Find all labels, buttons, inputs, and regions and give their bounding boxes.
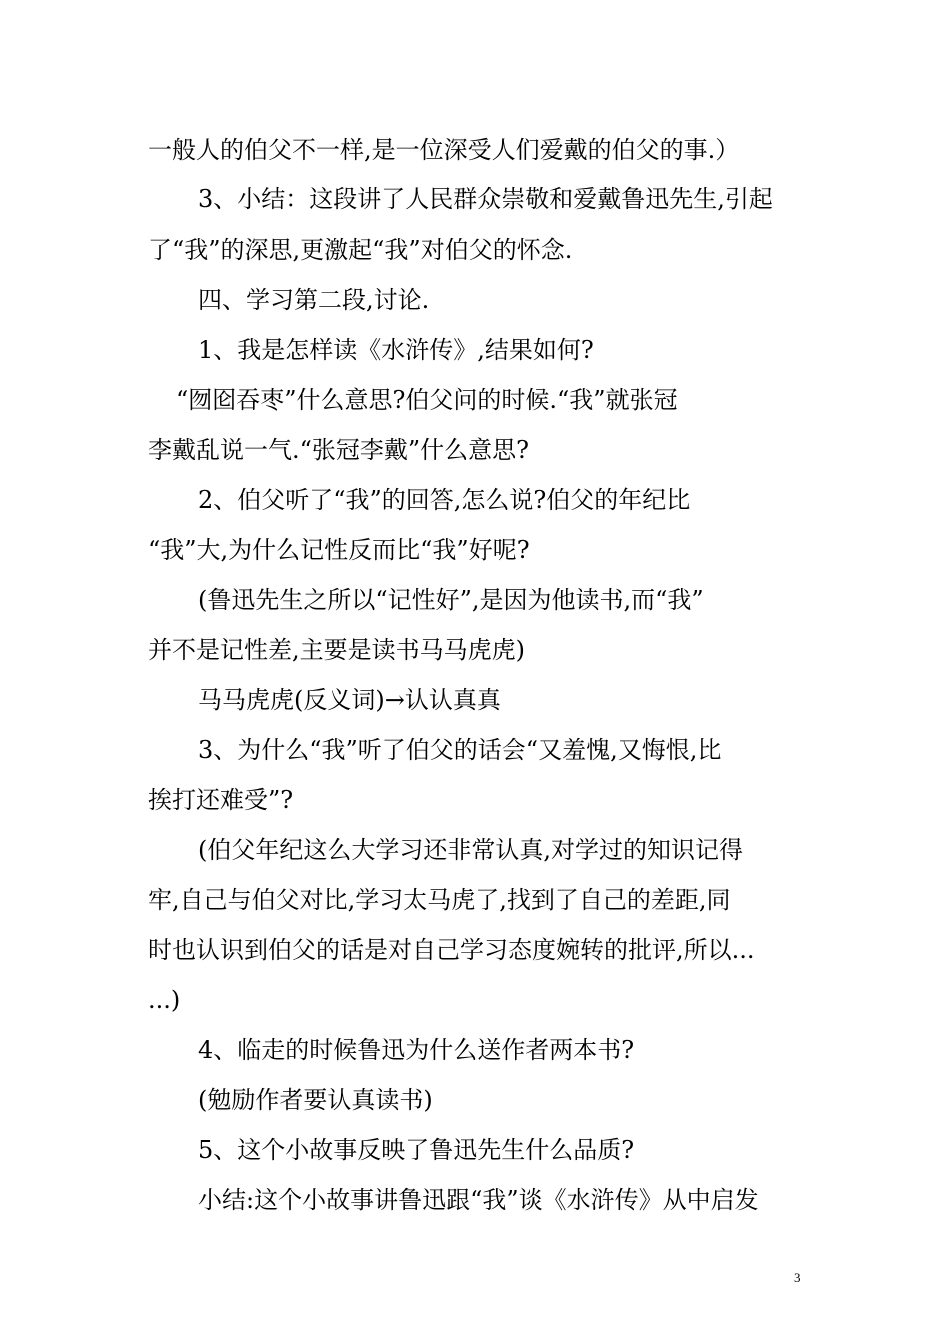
question-line: 1、我是怎样读《水浒传》,结果如何? [198,336,594,364]
page-number: 3 [794,1270,801,1285]
text-line: “我”大,为什么记性反而比“我”好呢? [148,536,530,564]
answer-line: (勉励作者要认真读书) [198,1086,433,1114]
answer-line: (鲁迅先生之所以“记性好”,是因为他读书,而“我” [198,586,704,614]
text-line: 了“我”的深思,更激起“我”对伯父的怀念. [148,236,573,264]
text-line: 李戴乱说一气.“张冠李戴”什么意思? [148,436,530,464]
text-line: 时也认识到伯父的话是对自己学习态度婉转的批评,所以... [148,936,755,964]
summary-line: 小结:这个小故事讲鲁迅跟“我”谈《水浒传》从中启发 [198,1186,759,1214]
text-line: 一般人的伯父不一样,是一位深受人们爱戴的伯父的事.） [148,136,740,164]
question-line: 4、临走的时候鲁迅为什么送作者两本书? [198,1036,635,1064]
text-line: 挨打还难受”? [148,786,294,814]
section-heading: 四、学习第二段,讨论. [198,286,430,314]
text-line: “囫囵吞枣”什么意思?伯父问的时候.“我”就张冠 [176,386,678,414]
text-line: ...) [148,986,181,1014]
text-line: 牢,自己与伯父对比,学习太马虎了,找到了自己的差距,同 [148,886,731,914]
answer-line: (伯父年纪这么大学习还非常认真,对学过的知识记得 [198,836,743,864]
text-line: 马马虎虎(反义词)→认认真真 [198,686,501,714]
question-line: 2、伯父听了“我”的回答,怎么说?伯父的年纪比 [198,486,691,514]
question-line: 3、为什么“我”听了伯父的话会“又羞愧,又悔恨,比 [198,736,722,764]
text-line: 3、小结：这段讲了人民群众崇敬和爱戴鲁迅先生,引起 [198,185,773,213]
text-line: 并不是记性差,主要是读书马马虎虎) [148,636,525,664]
question-line: 5、这个小故事反映了鲁迅先生什么品质? [198,1136,635,1164]
